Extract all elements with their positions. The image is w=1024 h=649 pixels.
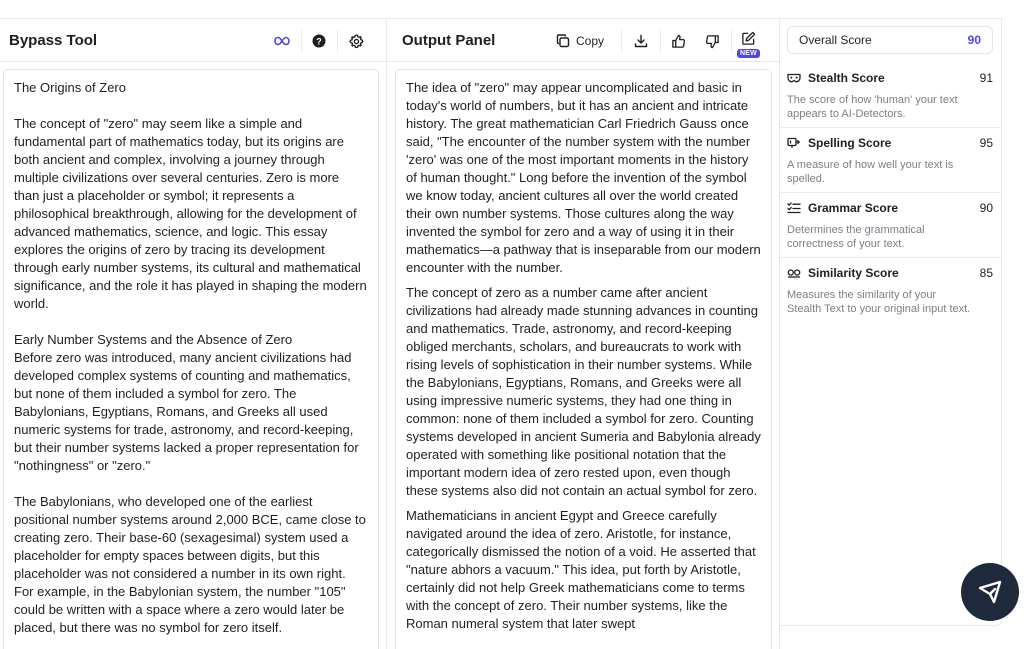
overall-score-label: Overall Score [799,33,872,47]
grammar-list-icon [787,202,801,214]
panel-title: Bypass Tool [9,31,98,49]
output-paragraph: The concept of zero as a number came after ancient civilizations had already made stunning advances in counting and mathematics. Trade, astronomy, and record-keeping obliged merchants, scholars, and bureaucrats to work with rising levels of sophistication in their number systems. While the Babylonians, Egyptians, Romans, and Greeks were all using impressive numeric systems, they had one thing in common: none of them included a symbol for zero. Counting systems developed in ancient Sumeria and Babylonia already operated with something like positional notation that the important modern idea of zero rested upon, even though these systems also did not contain an actual symbol for zero. [406,285,761,498]
similarity-score-label: Similarity Score [808,266,899,280]
spelling-score-card [780,128,1001,193]
send-icon [975,577,1005,607]
copy-icon [556,34,570,48]
overall-score-value: 90 [967,33,981,47]
copy-label: Copy [576,34,605,48]
stealth-score-desc: The score of how 'human' your text appears to AI-Detectors. [787,94,958,120]
similarity-score-value: 85 [979,266,993,280]
svg-text:?: ? [316,36,322,47]
grammar-score-desc: Determines the grammatical correctness of your text. [787,224,925,250]
divider [301,30,302,52]
mask-icon [787,73,801,83]
new-badge: NEW [737,49,760,58]
stealth-score-value: 91 [979,71,993,85]
download-icon[interactable] [630,30,652,52]
divider [731,30,732,52]
divider [621,30,622,52]
scores-panel [780,18,1002,626]
grammar-score-card [780,193,1001,258]
help-circle-icon[interactable] [308,30,330,52]
chat-launcher-button[interactable] [961,563,1019,621]
stealth-score-card [780,63,1001,128]
thumbs-up-icon[interactable] [667,30,689,52]
bypass-tool-header [0,19,386,62]
spelling-score-value: 95 [979,136,993,150]
spelling-score-desc: A measure of how well your text is spelled. [787,159,954,185]
input-paragraph: The concept of "zero" may seem like a simple and fundamental part of mathematics today, but its origins are both ancient and complex, involving a journey through multiple civilizations over several centuries. Zero is more than just a placeholder or symbol; it represents a philosophical breakthrough, allowing for the development of advanced mathematics, science, and logic. This essay explores the origins of zero by tracing its development through early number systems, its cultural and mathematical significance, and the role it has played in shaping the modern world. [14,116,367,311]
divider [337,30,338,52]
edit-icon[interactable] [737,27,759,49]
panel-title: Output Panel [402,31,496,49]
output-paragraph: The idea of "zero" may appear uncomplicated and basic in today's world of numbers, but it has an ancient and intricate history. The great mathematician Carl Friedrich Gauss once said, "The encounter of the number system with the number 'zero' was one of the most important moments in the history of human thought." Long before the invention of the symbol we know today, ancient cultures all over the world created their own number systems. Those cultures along the way invented the symbol for zero and a way of using it in their mathematics—a pathway that is inseparable from our modern encounter with the number. [406,80,761,275]
infinity-icon[interactable] [271,30,293,52]
overall-score [787,26,993,54]
spelling-score-label: Spelling Score [808,136,892,150]
similarity-icon [787,268,801,278]
grammar-score-label: Grammar Score [808,201,899,215]
output-panel-header [387,19,779,62]
spelling-icon [787,137,801,149]
stealth-score-label: Stealth Score [808,71,885,85]
copy-button[interactable] [556,30,604,52]
input-paragraph: The Origins of Zero [14,80,126,95]
input-paragraph: Early Number Systems and the Absence of Zero Before zero was introduced, many ancient civilizations had developed complex systems of counting and mathematics, but none of them included a symbol for zero. The Babylonians, Egyptians, Romans, and Greeks all used numeric systems for trade, astronomy, and record-keeping, but their number systems lacked a proper representation for "nothingness" or "zero." [14,332,359,473]
divider [660,30,661,52]
settings-gear-icon[interactable] [345,30,367,52]
output-text-area[interactable] [395,69,772,649]
grammar-score-value: 90 [979,201,993,215]
input-paragraph: The Babylonians, who developed one of the earliest positional number systems around 2,000 BCE, came close to creating zero. Their base-60 (sexagesimal) system used a placeholder for empty spaces between digits, but this placeholder was not considered a number in its own right. For example, in the Babylonian system, the number "105" could be written with a space where a zero would later be placed, but there was no symbol for zero itself. [14,494,366,635]
input-text-area[interactable] [3,69,379,649]
output-panel [387,18,780,649]
similarity-score-desc: Measures the similarity of your Stealth Text to your original input text. [787,289,971,315]
bypass-tool-panel [0,18,387,649]
output-paragraph: Mathematicians in ancient Egypt and Greece carefully navigated around the idea of zero. Aristotle, for instance, categorically dismissed the notion of a void. He asserted that "nature abhors a vacuum." This idea, put forth by Aristotle, certainly did not help Greek mathematicians come to terms with the concept of zero. Their number systems, like the Roman numeral system that later swept [406,508,756,631]
similarity-score-card [780,258,1001,323]
thumbs-down-icon[interactable] [701,30,723,52]
